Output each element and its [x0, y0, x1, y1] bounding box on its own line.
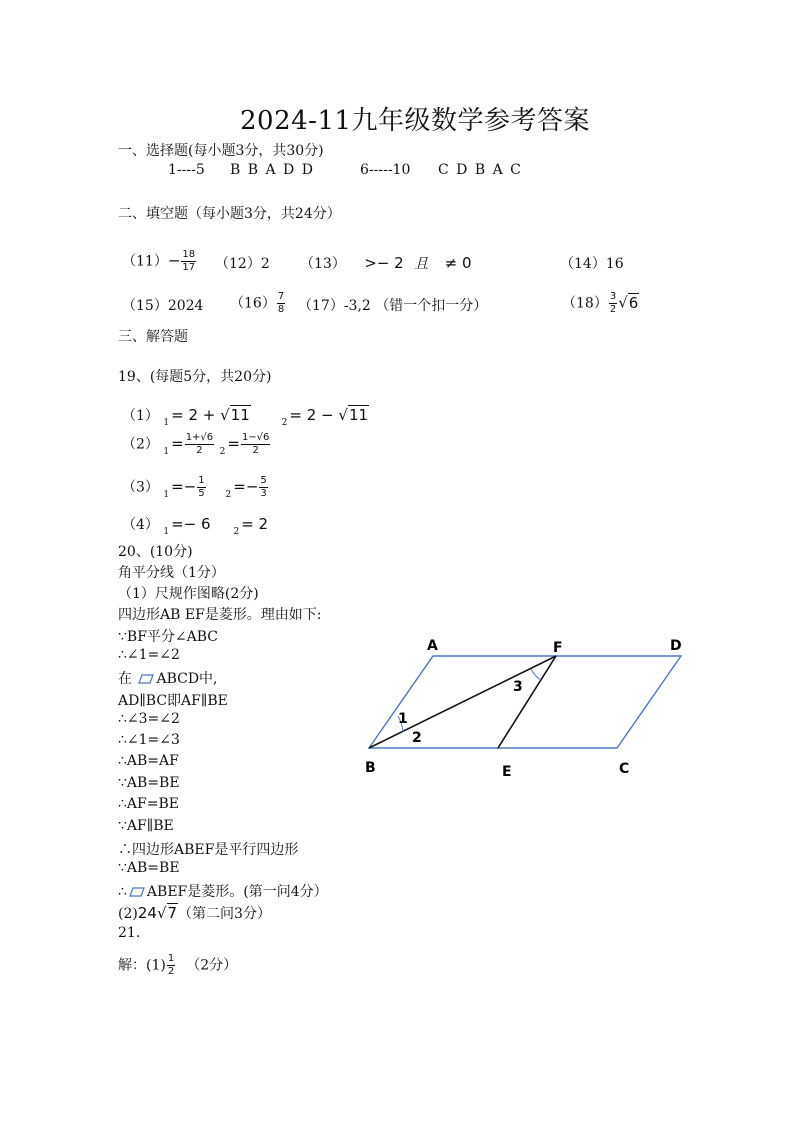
section2-heading: 二、填空题（每小题3分，共24分） [118, 206, 341, 222]
q19-part3-x1-fraction [197, 475, 205, 500]
q21-line-1-text: （2分） [186, 957, 238, 974]
q21-line-1 [118, 953, 237, 978]
label-a: A [427, 638, 438, 654]
q19-part4-x2: = 2 [241, 515, 269, 533]
answer-18 [562, 291, 639, 316]
answer-12: （12）2 [215, 256, 270, 272]
answer-18-sqrt: √6 [618, 293, 639, 312]
q19-part1-x1: = 2 + [171, 406, 221, 424]
q19-part4 [122, 514, 269, 537]
mc-answers-1: B B A D D [230, 162, 313, 178]
answer-13-and: 且 [414, 256, 429, 272]
radicand: 7 [167, 904, 178, 922]
answer-11-label: （11） [122, 253, 168, 270]
label-e: E [502, 764, 512, 780]
mc-range-2: 6-----10 [360, 162, 411, 178]
label-c: C [619, 761, 630, 777]
parallelogram-icon [138, 674, 154, 684]
q20-line-6-prefix: 在 [118, 671, 132, 687]
q19-part1-label: （1） [122, 408, 159, 424]
q20-line-3: 四边形AB EF是菱形。理由如下: [118, 607, 322, 623]
q20-line-17 [118, 903, 271, 923]
radicand: 11 [348, 406, 369, 424]
fraction-numerator: 1 [198, 475, 205, 486]
q19-part2 [122, 432, 271, 457]
answer-13 [300, 253, 472, 273]
q20-line-5: ∴∠1=∠2 [118, 647, 180, 663]
q20-heading: 20、(10分) [118, 544, 193, 560]
equals-negative-sign: =− [171, 477, 197, 496]
answer-17: （17）-3,2 （错一个扣一分） [298, 298, 488, 314]
fraction-numerator: 1+√6 [185, 432, 214, 443]
answer-13-ineq: >− 2 [364, 254, 404, 272]
q20-line-16-text: ABEF是菱形。(第一问4分） [146, 884, 328, 900]
q20-line-13: ∵AF∥BE [118, 818, 174, 834]
section3-heading: 三、解答题 [118, 329, 188, 345]
rhombus-figure [355, 630, 695, 790]
fraction-numerator: 18 [182, 249, 196, 260]
fraction-numerator: 7 [277, 291, 285, 302]
answer-16 [230, 291, 286, 316]
section1-heading: 一、选择题(每小题3分，共30分) [118, 143, 324, 159]
fraction-denominator: 3 [260, 488, 267, 499]
subscript: 2 [219, 446, 226, 457]
fraction-denominator: 5 [198, 488, 205, 499]
answer-18-label: （18） [562, 295, 608, 312]
fraction-denominator: 17 [182, 262, 196, 273]
fraction-denominator: 2 [167, 966, 175, 977]
q21-line-1-fraction [167, 953, 175, 978]
q20-line-4: ∵BF平分∠ABC [118, 629, 219, 645]
q20-line-16 [118, 881, 328, 901]
equals-sign: = [171, 434, 184, 453]
answer-11-fraction [181, 249, 196, 274]
parallelogram-icon [129, 887, 145, 897]
q19-part3-x2-fraction [259, 475, 267, 500]
q19-part3-label: （3） [122, 479, 159, 496]
label-angle-2: 2 [412, 730, 422, 746]
q19-part4-x1: =− 6 [171, 515, 211, 533]
equals-negative-sign: =− [233, 477, 259, 496]
angle-arc-3 [531, 669, 541, 680]
fraction-numerator: 1−√6 [241, 432, 270, 443]
answer-16-label: （16） [230, 295, 276, 312]
fraction-denominator: 2 [196, 445, 203, 456]
q20-line-17-text: （第二问3分） [178, 906, 271, 922]
fraction-numerator: 5 [260, 475, 267, 486]
subscript: 1 [163, 418, 170, 428]
q20-line-10: ∴AB=AF [118, 753, 179, 769]
q20-line-7: AD∥BC即AF∥BE [118, 693, 228, 709]
fraction-denominator: 8 [277, 304, 285, 315]
subscript: 2 [281, 418, 288, 428]
subscript: 2 [233, 527, 240, 537]
q21-heading: 21. [118, 925, 141, 941]
q20-line-1: 角平分线（1分） [118, 565, 225, 581]
answer-13-neq: ≠ 0 [444, 254, 472, 272]
segment-bf [369, 656, 556, 748]
q20-line-2: （1）尺规作图略(2分) [118, 586, 259, 602]
fraction-numerator: 1 [167, 953, 175, 964]
answer-11-sign: − [167, 251, 181, 270]
answer-13-label: （13） [300, 256, 346, 272]
q20-line-17-coefficient: 24 [137, 904, 157, 922]
q20-line-8: ∴∠3=∠2 [118, 711, 180, 727]
answer-15: （15）2024 [122, 298, 204, 314]
q20-line-6 [118, 668, 218, 688]
answer-18-fraction [609, 291, 617, 316]
mc-answers-2: C D B A C [438, 162, 521, 178]
label-d: D [670, 638, 682, 654]
fraction-denominator: 2 [609, 304, 617, 315]
q19-part1 [122, 405, 369, 428]
answer-14: （14）16 [560, 256, 624, 272]
q20-line-17-sqrt: √7 [156, 904, 178, 922]
q19-part4-label: （4） [122, 517, 159, 533]
q20-line-15: ∵AB=BE [118, 860, 180, 876]
subscript: 1 [163, 446, 170, 457]
q20-line-9: ∴∠1=∠3 [118, 732, 180, 748]
q19-part2-x1-fraction [185, 432, 214, 457]
q21-line-1-prefix: 解：(1) [118, 957, 166, 974]
q20-line-6-text: ABCD中, [156, 671, 218, 687]
q20-line-16-prefix: ∴ [118, 884, 127, 900]
fraction-numerator: 3 [609, 291, 617, 302]
q20-line-12: ∴AF=BE [118, 796, 179, 812]
q19-part2-x2-fraction [241, 432, 270, 457]
q19-part3 [122, 475, 269, 500]
label-angle-1: 1 [398, 711, 408, 727]
equals-sign: = [227, 434, 240, 453]
mc-range-1: 1----5 [168, 162, 205, 178]
radicand: 11 [230, 406, 250, 424]
q19-part2-label: （2） [122, 436, 159, 453]
q20-line-17-prefix: (2) [118, 906, 138, 922]
subscript: 2 [225, 489, 232, 500]
answer-11 [122, 249, 197, 274]
subscript: 1 [163, 489, 170, 500]
label-b: B [365, 760, 376, 776]
q19-part1-x2: = 2 − [289, 406, 339, 424]
label-f: F [553, 640, 563, 656]
q20-line-14: ∴四边形ABEF是平行四边形 [118, 842, 299, 858]
label-angle-3: 3 [513, 679, 523, 695]
q19-part1-x1-sqrt: √11 [220, 406, 250, 424]
fraction-denominator: 2 [252, 445, 259, 456]
subscript: 1 [163, 527, 170, 537]
radicand: 6 [628, 293, 639, 312]
answer-16-fraction [277, 291, 285, 316]
q20-line-11: ∵AB=BE [118, 775, 180, 791]
q19-heading: 19、(每题5分，共20分) [118, 369, 272, 385]
page-title: 2024-11九年级数学参考答案 [240, 106, 591, 136]
q19-part1-x2-sqrt: √11 [338, 406, 369, 424]
